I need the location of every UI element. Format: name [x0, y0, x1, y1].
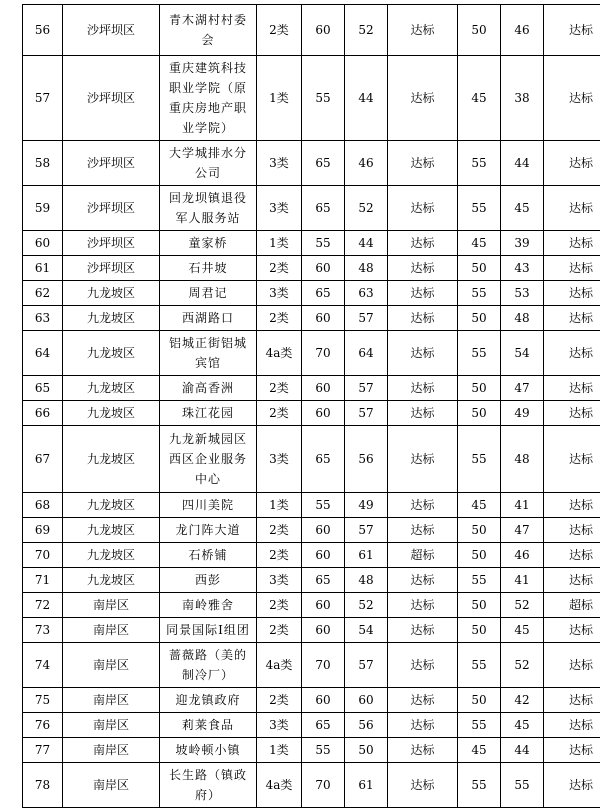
day-result-cell: 达标 — [388, 643, 458, 688]
district-cell: 九龙坡区 — [63, 518, 160, 543]
day-result-cell: 达标 — [388, 713, 458, 738]
night-value-cell: 43 — [501, 256, 544, 281]
row-number: 62 — [23, 281, 63, 306]
table-row — [23, 643, 600, 688]
zone-class-cell: 3类 — [257, 568, 302, 593]
site-cell: 珠江花园 — [160, 401, 257, 426]
district-cell: 九龙坡区 — [63, 281, 160, 306]
zone-class-cell: 1类 — [257, 493, 302, 518]
zone-class-cell: 2类 — [257, 256, 302, 281]
day-value-cell: 46 — [345, 141, 388, 186]
table-row — [23, 56, 600, 141]
night-result-cell: 达标 — [544, 256, 600, 281]
night-result-cell: 达标 — [544, 493, 600, 518]
row-number: 61 — [23, 256, 63, 281]
night-standard-cell: 50 — [458, 543, 501, 568]
day-value-cell: 54 — [345, 618, 388, 643]
day-value-cell: 61 — [345, 763, 388, 808]
day-standard-cell: 65 — [302, 713, 345, 738]
night-standard-cell: 55 — [458, 713, 501, 738]
day-result-cell: 达标 — [388, 593, 458, 618]
day-result-cell: 达标 — [388, 568, 458, 593]
row-number: 77 — [23, 738, 63, 763]
day-standard-cell: 65 — [302, 186, 345, 231]
district-cell: 沙坪坝区 — [63, 231, 160, 256]
row-number: 63 — [23, 306, 63, 331]
night-result-cell: 达标 — [544, 306, 600, 331]
day-result-cell: 达标 — [388, 186, 458, 231]
row-number: 67 — [23, 426, 63, 493]
site-cell: 西湖路口 — [160, 306, 257, 331]
day-value-cell: 57 — [345, 401, 388, 426]
night-standard-cell: 55 — [458, 141, 501, 186]
night-result-cell: 达标 — [544, 543, 600, 568]
day-result-cell: 达标 — [388, 426, 458, 493]
day-result-cell: 达标 — [388, 231, 458, 256]
night-standard-cell: 50 — [458, 376, 501, 401]
night-standard-cell: 45 — [458, 231, 501, 256]
day-standard-cell: 70 — [302, 643, 345, 688]
night-standard-cell: 50 — [458, 593, 501, 618]
table-row — [23, 713, 600, 738]
district-cell: 沙坪坝区 — [63, 256, 160, 281]
zone-class-cell: 2类 — [257, 376, 302, 401]
site-cell: 铝城正街铝城宾馆 — [160, 331, 257, 376]
zone-class-cell: 3类 — [257, 141, 302, 186]
row-number: 59 — [23, 186, 63, 231]
row-number: 72 — [23, 593, 63, 618]
day-value-cell: 50 — [345, 738, 388, 763]
site-cell: 重庆建筑科技职业学院（原重庆房地产职业学院） — [160, 56, 257, 141]
site-cell: 同景国际Ⅰ组团 — [160, 618, 257, 643]
table-row — [23, 331, 600, 376]
table-row — [23, 306, 600, 331]
night-value-cell: 49 — [501, 401, 544, 426]
night-value-cell: 55 — [501, 763, 544, 808]
zone-class-cell: 4a类 — [257, 763, 302, 808]
day-standard-cell: 60 — [302, 593, 345, 618]
row-number: 71 — [23, 568, 63, 593]
day-result-cell: 达标 — [388, 56, 458, 141]
night-result-cell: 达标 — [544, 56, 600, 141]
zone-class-cell: 2类 — [257, 543, 302, 568]
table-row — [23, 618, 600, 643]
night-standard-cell: 55 — [458, 763, 501, 808]
day-result-cell: 达标 — [388, 401, 458, 426]
day-value-cell: 61 — [345, 543, 388, 568]
site-cell: 坡岭顿小镇 — [160, 738, 257, 763]
table-row — [23, 518, 600, 543]
day-value-cell: 57 — [345, 376, 388, 401]
night-value-cell: 44 — [501, 141, 544, 186]
night-value-cell: 46 — [501, 5, 544, 56]
day-standard-cell: 60 — [302, 5, 345, 56]
night-standard-cell: 50 — [458, 5, 501, 56]
night-value-cell: 47 — [501, 376, 544, 401]
night-result-cell: 达标 — [544, 568, 600, 593]
day-value-cell: 44 — [345, 231, 388, 256]
day-standard-cell: 65 — [302, 568, 345, 593]
day-standard-cell: 65 — [302, 426, 345, 493]
night-standard-cell: 45 — [458, 56, 501, 141]
night-value-cell: 41 — [501, 493, 544, 518]
district-cell: 南岸区 — [63, 688, 160, 713]
night-standard-cell: 50 — [458, 518, 501, 543]
night-value-cell: 45 — [501, 713, 544, 738]
night-value-cell: 52 — [501, 643, 544, 688]
day-result-cell: 达标 — [388, 518, 458, 543]
night-standard-cell: 50 — [458, 618, 501, 643]
night-standard-cell: 55 — [458, 331, 501, 376]
table-row — [23, 401, 600, 426]
day-standard-cell: 65 — [302, 281, 345, 306]
night-standard-cell: 55 — [458, 426, 501, 493]
zone-class-cell: 4a类 — [257, 643, 302, 688]
night-value-cell: 39 — [501, 231, 544, 256]
night-value-cell: 54 — [501, 331, 544, 376]
day-value-cell: 49 — [345, 493, 388, 518]
night-result-cell: 达标 — [544, 618, 600, 643]
table-row — [23, 256, 600, 281]
row-number: 76 — [23, 713, 63, 738]
site-cell: 蔷薇路（美的制冷厂） — [160, 643, 257, 688]
table-row — [23, 593, 600, 618]
row-number: 64 — [23, 331, 63, 376]
district-cell: 九龙坡区 — [63, 376, 160, 401]
day-result-cell: 达标 — [388, 306, 458, 331]
night-result-cell: 达标 — [544, 141, 600, 186]
night-result-cell: 达标 — [544, 376, 600, 401]
night-result-cell: 达标 — [544, 643, 600, 688]
district-cell: 南岸区 — [63, 763, 160, 808]
zone-class-cell: 2类 — [257, 306, 302, 331]
night-standard-cell: 55 — [458, 186, 501, 231]
night-value-cell: 53 — [501, 281, 544, 306]
table-row — [23, 281, 600, 306]
night-value-cell: 48 — [501, 426, 544, 493]
table-row — [23, 688, 600, 713]
site-cell: 迎龙镇政府 — [160, 688, 257, 713]
zone-class-cell: 2类 — [257, 688, 302, 713]
site-cell: 石桥铺 — [160, 543, 257, 568]
night-result-cell: 达标 — [544, 713, 600, 738]
night-result-cell: 达标 — [544, 231, 600, 256]
day-standard-cell: 60 — [302, 518, 345, 543]
row-number: 57 — [23, 56, 63, 141]
day-value-cell: 64 — [345, 331, 388, 376]
site-cell: 莉莱食品 — [160, 713, 257, 738]
night-result-cell: 达标 — [544, 518, 600, 543]
district-cell: 九龙坡区 — [63, 543, 160, 568]
site-cell: 石井坡 — [160, 256, 257, 281]
day-standard-cell: 55 — [302, 231, 345, 256]
night-result-cell: 达标 — [544, 5, 600, 56]
day-value-cell: 56 — [345, 713, 388, 738]
night-value-cell: 52 — [501, 593, 544, 618]
zone-class-cell: 1类 — [257, 231, 302, 256]
day-value-cell: 56 — [345, 426, 388, 493]
row-number: 68 — [23, 493, 63, 518]
day-standard-cell: 55 — [302, 56, 345, 141]
day-result-cell: 达标 — [388, 331, 458, 376]
district-cell: 九龙坡区 — [63, 493, 160, 518]
night-value-cell: 45 — [501, 618, 544, 643]
day-standard-cell: 70 — [302, 331, 345, 376]
row-number: 74 — [23, 643, 63, 688]
site-cell: 童家桥 — [160, 231, 257, 256]
district-cell: 沙坪坝区 — [63, 141, 160, 186]
day-standard-cell: 60 — [302, 306, 345, 331]
day-standard-cell: 55 — [302, 493, 345, 518]
day-result-cell: 达标 — [388, 256, 458, 281]
district-cell: 沙坪坝区 — [63, 56, 160, 141]
night-result-cell: 达标 — [544, 688, 600, 713]
table-row — [23, 763, 600, 808]
day-result-cell: 达标 — [388, 763, 458, 808]
site-cell: 回龙坝镇退役军人服务站 — [160, 186, 257, 231]
day-value-cell: 52 — [345, 5, 388, 56]
day-value-cell: 48 — [345, 568, 388, 593]
table-row — [23, 426, 600, 493]
zone-class-cell: 1类 — [257, 56, 302, 141]
row-number: 69 — [23, 518, 63, 543]
zone-class-cell: 3类 — [257, 281, 302, 306]
night-result-cell: 达标 — [544, 426, 600, 493]
row-number: 75 — [23, 688, 63, 713]
table-row — [23, 543, 600, 568]
zone-class-cell: 3类 — [257, 186, 302, 231]
day-result-cell: 达标 — [388, 493, 458, 518]
night-value-cell: 46 — [501, 543, 544, 568]
day-standard-cell: 60 — [302, 618, 345, 643]
day-standard-cell: 60 — [302, 401, 345, 426]
day-standard-cell: 70 — [302, 763, 345, 808]
zone-class-cell: 3类 — [257, 426, 302, 493]
night-result-cell: 达标 — [544, 763, 600, 808]
zone-class-cell: 4a类 — [257, 331, 302, 376]
site-cell: 龙门阵大道 — [160, 518, 257, 543]
table-row — [23, 186, 600, 231]
table-row — [23, 738, 600, 763]
night-value-cell: 38 — [501, 56, 544, 141]
day-value-cell: 52 — [345, 186, 388, 231]
night-standard-cell: 45 — [458, 738, 501, 763]
zone-class-cell: 2类 — [257, 401, 302, 426]
district-cell: 九龙坡区 — [63, 426, 160, 493]
site-cell: 南岭雅舍 — [160, 593, 257, 618]
row-number: 56 — [23, 5, 63, 56]
district-cell: 南岸区 — [63, 618, 160, 643]
zone-class-cell: 2类 — [257, 518, 302, 543]
row-number: 66 — [23, 401, 63, 426]
day-standard-cell: 60 — [302, 256, 345, 281]
day-result-cell: 达标 — [388, 5, 458, 56]
day-result-cell: 达标 — [388, 688, 458, 713]
site-cell: 九龙新城园区西区企业服务中心 — [160, 426, 257, 493]
day-standard-cell: 60 — [302, 688, 345, 713]
night-standard-cell: 55 — [458, 643, 501, 688]
row-number: 73 — [23, 618, 63, 643]
zone-class-cell: 2类 — [257, 593, 302, 618]
night-value-cell: 45 — [501, 186, 544, 231]
day-result-cell: 超标 — [388, 543, 458, 568]
table-row — [23, 376, 600, 401]
table-row — [23, 493, 600, 518]
zone-class-cell: 2类 — [257, 618, 302, 643]
night-result-cell: 达标 — [544, 281, 600, 306]
district-cell: 南岸区 — [63, 713, 160, 738]
site-cell: 大学城排水分公司 — [160, 141, 257, 186]
night-result-cell: 达标 — [544, 401, 600, 426]
day-result-cell: 达标 — [388, 141, 458, 186]
day-value-cell: 57 — [345, 643, 388, 688]
zone-class-cell: 3类 — [257, 713, 302, 738]
district-cell: 南岸区 — [63, 643, 160, 688]
row-number: 65 — [23, 376, 63, 401]
table-body — [23, 5, 600, 808]
site-cell: 周君记 — [160, 281, 257, 306]
day-value-cell: 57 — [345, 306, 388, 331]
row-number: 60 — [23, 231, 63, 256]
night-value-cell: 47 — [501, 518, 544, 543]
night-value-cell: 44 — [501, 738, 544, 763]
site-cell: 西彭 — [160, 568, 257, 593]
day-standard-cell: 60 — [302, 543, 345, 568]
district-cell: 九龙坡区 — [63, 306, 160, 331]
day-value-cell: 52 — [345, 593, 388, 618]
site-cell: 四川美院 — [160, 493, 257, 518]
zone-class-cell: 1类 — [257, 738, 302, 763]
district-cell: 南岸区 — [63, 738, 160, 763]
table-row — [23, 231, 600, 256]
table-row — [23, 5, 600, 56]
night-value-cell: 48 — [501, 306, 544, 331]
night-result-cell: 超标 — [544, 593, 600, 618]
night-standard-cell: 50 — [458, 306, 501, 331]
zone-class-cell: 2类 — [257, 5, 302, 56]
row-number: 70 — [23, 543, 63, 568]
district-cell: 九龙坡区 — [63, 568, 160, 593]
site-cell: 长生路（镇政府） — [160, 763, 257, 808]
day-result-cell: 达标 — [388, 618, 458, 643]
night-standard-cell: 50 — [458, 401, 501, 426]
day-standard-cell: 55 — [302, 738, 345, 763]
night-standard-cell: 55 — [458, 568, 501, 593]
night-standard-cell: 55 — [458, 281, 501, 306]
night-standard-cell: 50 — [458, 256, 501, 281]
district-cell: 南岸区 — [63, 593, 160, 618]
table-row — [23, 141, 600, 186]
night-result-cell: 达标 — [544, 738, 600, 763]
day-standard-cell: 60 — [302, 376, 345, 401]
day-result-cell: 达标 — [388, 281, 458, 306]
district-cell: 九龙坡区 — [63, 401, 160, 426]
night-standard-cell: 50 — [458, 688, 501, 713]
district-cell: 沙坪坝区 — [63, 5, 160, 56]
night-result-cell: 达标 — [544, 186, 600, 231]
site-cell: 青木湖村村委会 — [160, 5, 257, 56]
row-number: 58 — [23, 141, 63, 186]
day-value-cell: 57 — [345, 518, 388, 543]
night-value-cell: 42 — [501, 688, 544, 713]
site-cell: 渝高香洲 — [160, 376, 257, 401]
day-value-cell: 44 — [345, 56, 388, 141]
noise-monitoring-table — [22, 4, 600, 808]
night-result-cell: 达标 — [544, 331, 600, 376]
district-cell: 沙坪坝区 — [63, 186, 160, 231]
day-value-cell: 48 — [345, 256, 388, 281]
district-cell: 九龙坡区 — [63, 331, 160, 376]
row-number: 78 — [23, 763, 63, 808]
day-result-cell: 达标 — [388, 376, 458, 401]
table-row — [23, 568, 600, 593]
day-value-cell: 63 — [345, 281, 388, 306]
night-standard-cell: 45 — [458, 493, 501, 518]
day-value-cell: 60 — [345, 688, 388, 713]
night-value-cell: 41 — [501, 568, 544, 593]
day-result-cell: 达标 — [388, 738, 458, 763]
day-standard-cell: 65 — [302, 141, 345, 186]
